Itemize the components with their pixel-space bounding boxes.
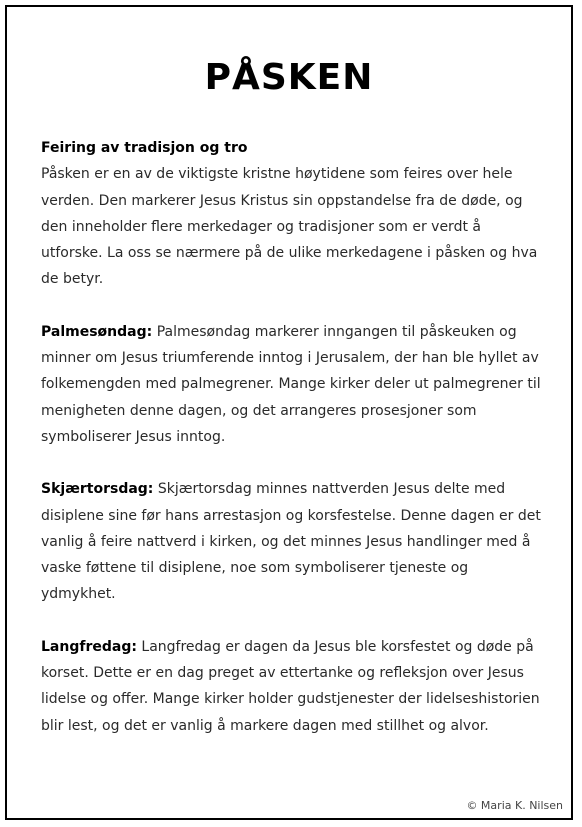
page-title: PÅSKEN [204, 57, 374, 98]
section-text: Palmesøndag markerer inngangen til påskeuken og minner om Jesus triumferende inntog i Jerusalem, der han ble hyllet av folkemengden med palmegrener. Mange kirker deler ut palmegrener til menigheten denne dagen, og det arrangeres prosesjoner som symboliserer Jesus inntog. [41, 323, 541, 445]
section-heading: Palmesøndag: [41, 323, 153, 340]
section-heading: Skjærtorsdag: [41, 481, 154, 498]
section-palmesondag [41, 319, 543, 450]
section-langfredag [41, 634, 543, 739]
intro-text: Påsken er en av de viktigste kristne høytidene som feires over hele verden. Den markerer Jesus Kristus sin oppstandelse fra de døde, og den inneholder flere merkedager og tradisjoner som er verdt å utforske. La oss se nærmere på de ulike merkedagene i påsken og hva de betyr. [41, 166, 538, 288]
intro-heading: Feiring av tradisjon og tro [41, 140, 248, 156]
section-heading: Langfredag: [41, 638, 137, 655]
copyright-notice: © Maria K. Nilsen [466, 799, 563, 812]
section-text: Langfredag er dagen da Jesus ble korsfestet og døde på korset. Dette er en dag preget av ettertanke og refleksjon over Jesus lidelse og offer. Mange kirker holder gudstjenester der lidelseshistorien blir lest, og det er vanlig å markere dagen med stillhet og alvor. [41, 638, 540, 734]
intro-section [41, 135, 543, 293]
section-text: Skjærtorsdag minnes nattverden Jesus delte med disiplene sine før hans arrestasjon og korsfestelse. Denne dagen er det vanlig å feire nattverd i kirken, og det minnes Jesus handlinger med å vaske føttene til disiplene, noe som symboliserer tjeneste og ydmykhet. [41, 481, 541, 603]
section-skjaertorsdag [41, 476, 543, 607]
content [41, 135, 543, 765]
page-frame [5, 5, 573, 820]
